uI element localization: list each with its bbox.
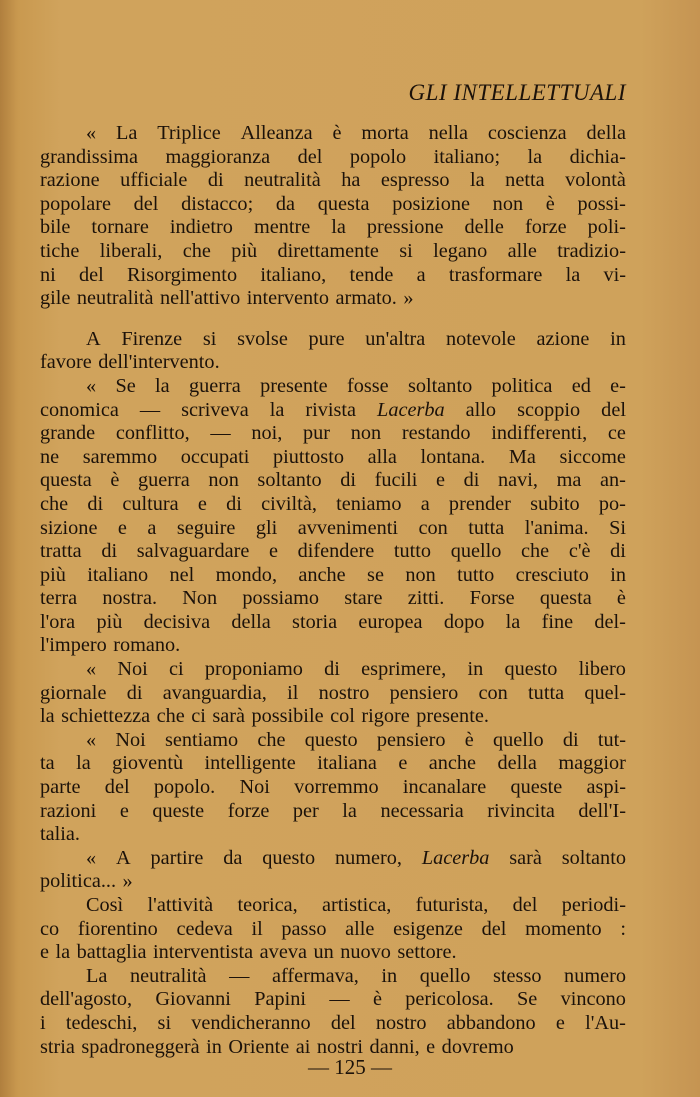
- text-line: che di cultura e di civiltà, teniamo a prender subito po-: [40, 492, 626, 515]
- text-line: gile neutralità nell'attivo intervento armato. »: [40, 287, 414, 310]
- text-line: giornale di avanguardia, il nostro pensiero con tutta quel-: [40, 681, 626, 704]
- text-line: sizione e a seguire gli avvenimenti con tutta l'anima. Si: [40, 516, 626, 539]
- text-line: terra nostra. Non possiamo stare zitti. Forse questa è: [40, 587, 626, 610]
- text-line: « La Triplice Alleanza è morta nella coscienza della: [86, 122, 626, 144]
- page-number: — 125 —: [308, 1055, 392, 1079]
- text-line: l'ora più decisiva della storia europea dopo la fine del-: [40, 610, 626, 633]
- text-line: popolare del distacco; da questa posizione non è possi-: [40, 192, 626, 215]
- text-line: co fiorentino cedeva il passo alle esigenze del momento :: [40, 917, 626, 940]
- text-line: « Noi ci proponiamo di esprimere, in questo libero: [86, 658, 626, 681]
- text-line: « Noi sentiamo che questo pensiero è quello di tut-: [86, 728, 626, 751]
- text-line: i tedeschi, si vendicheranno del nostro abbandono e l'Au-: [40, 1011, 626, 1034]
- text-line: questa è guerra non soltanto di fucili e di navi, ma an-: [40, 469, 626, 492]
- text-line: razione ufficiale di neutralità ha espresso la netta volontà: [40, 169, 626, 192]
- text-line: « A partire da questo numero, Lacerba sarà soltanto: [86, 846, 626, 869]
- text-line: grandissima maggioranza del popolo italiano; la dichia-: [40, 145, 626, 168]
- text-line: tiche liberali, che più direttamente si legano alle tradizio-: [40, 239, 626, 262]
- text-line: ne saremmo occupati piuttosto alla lontana. Ma siccome: [40, 445, 626, 468]
- text-line: Così l'attività teorica, artistica, futurista, del periodi-: [86, 894, 626, 916]
- text-line: stria spadroneggerà in Oriente ai nostri danni, e dovremo: [40, 1035, 514, 1058]
- text-line: bile tornare indietro mentre la pressione delle forze poli-: [40, 216, 626, 239]
- body-text: [40, 122, 626, 1059]
- paragraph-gap: [40, 311, 626, 328]
- text-line: razioni e queste forze per la necessaria rivincita dell'I-: [40, 799, 626, 822]
- text-line: conomica — scriveva la rivista Lacerba allo scoppio del: [40, 398, 626, 421]
- text-line: « Se la guerra presente fosse soltanto politica ed e-: [86, 374, 626, 397]
- text-line: parte del popolo. Noi vorremmo incanalare queste aspi-: [40, 776, 626, 799]
- text-line: più italiano nel mondo, anche se non tutto cresciuto in: [40, 563, 626, 586]
- text-line: politica... »: [40, 870, 133, 893]
- text-line: favore dell'intervento.: [40, 351, 220, 374]
- text-line: tratta di salvaguardare e difendere tutto quello che c'è di: [40, 540, 626, 563]
- text-line: A Firenze si svolse pure un'altra notevole azione in: [86, 327, 626, 350]
- text-line: dell'agosto, Giovanni Papini — è pericolosa. Se vincono: [40, 988, 626, 1011]
- text-line: La neutralità — affermava, in quello stesso numero: [86, 964, 626, 987]
- text-line: ta la gioventù intelligente italiana e anche della maggior: [40, 752, 626, 775]
- running-header: GLI INTELLETTUALI: [408, 80, 626, 105]
- text-line: grande conflitto, — noi, pur non restando indifferenti, ce: [40, 422, 626, 445]
- text-line: e la battaglia interventista aveva un nuovo settore.: [40, 941, 457, 964]
- text-line: la schiettezza che ci sarà possibile col rigore presente.: [40, 705, 489, 728]
- text-line: talia.: [40, 823, 80, 846]
- text-line: l'impero romano.: [40, 634, 181, 657]
- text-line: ni del Risorgimento italiano, tende a trasformare la vi-: [40, 263, 626, 286]
